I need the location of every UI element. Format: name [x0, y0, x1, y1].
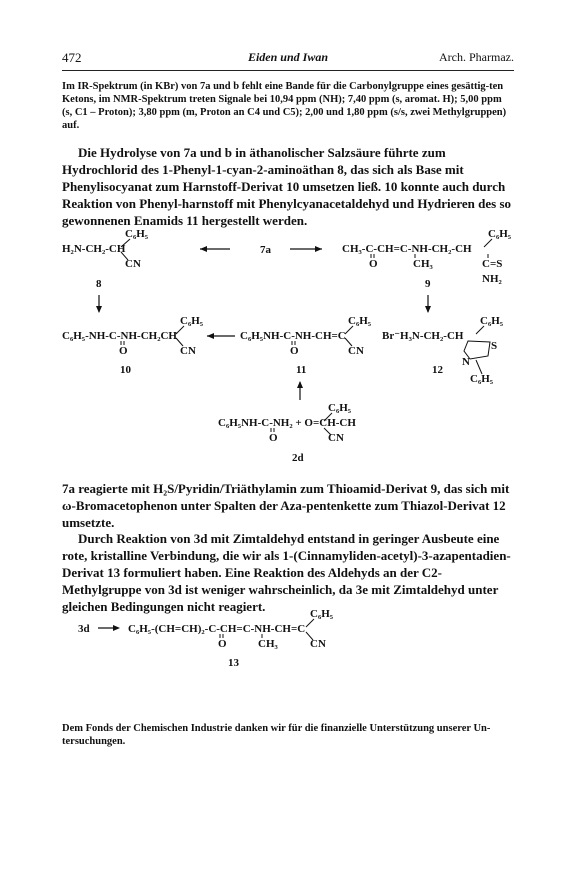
compound-10-formula: C₆H₅-NH-C-NH-CH₂CH [62, 330, 177, 342]
ir-nmr-note: Im IR-Spektrum (in KBr) von 7a und b fehlt eine Bande für die Carbonylgruppe eines gesättig-ten Ketons, im NMR-Spektrum treten Signale bei 10,94 ppm (NH); 7,40 ppm (s, aromat. H); 5,00 ppm (s, C1 – Proton); 3,80 ppm (m, Proton an C4 und C5); 2,00 und 1,80 ppm (s/s, zwei Methylgruppen) auf. [62, 81, 507, 131]
arrow-7a-to-8-head [200, 246, 207, 252]
compound-13-formula: C₆H₅-(CH=CH)₂-C-CH=C-NH-CH=C [128, 623, 306, 635]
arrow-11-to-10-head [207, 333, 214, 339]
page-number: 472 [62, 50, 82, 65]
arrow-2d-to-11-head [297, 381, 303, 388]
arrow-3d-to-13 [98, 625, 120, 631]
compound-9-carbonyl-o: O [369, 258, 378, 270]
compound-8-formula: H₂N-CH₂-CH [62, 243, 126, 255]
compound-2d-carbonyl-o: O [269, 432, 278, 444]
compound-9-amine: NH₂ [482, 273, 502, 285]
compound-13-carbonyl-o: O [218, 638, 227, 650]
acknowledgement-footnote: Dem Fonds der Chemischen Industrie danken wir für die finanzielle Unterstützung unserer Un-tersuchungen. [62, 723, 491, 747]
compound-11-formula: C₆H₅NH-C-NH-CH=C [240, 330, 346, 342]
paragraph-thioamide: 7a reagierte mit H₂S/Pyridin/Triäthylamin zum Thioamid-Derivat 9, das sich mit ω-Bromacetophenon unter Spalten der Aza-pentenkette zum Thiazol-Derivat 12 umsetzte. [62, 481, 510, 530]
page-header [62, 50, 514, 68]
compound-10-label: 10 [120, 364, 131, 376]
reaction-scheme-2 [0, 605, 576, 685]
compound-12-sulfur: S [491, 340, 498, 352]
compound-11-carbonyl-o: O [290, 345, 299, 357]
compound-11-label: 11 [296, 364, 307, 376]
compound-12-formula: Br⁻H₃N-CH₂-CH [382, 330, 464, 342]
compound-11-substituent: C₆H₅ [348, 315, 372, 327]
compound-11-cn: CN [348, 345, 364, 357]
compound-13-methyl: CH₃ [258, 638, 278, 650]
paragraph-hydrolysis [62, 144, 514, 229]
compound-8-substituent: C₆H₅ [125, 228, 149, 240]
compound-2d-cn: CN [328, 432, 344, 444]
compound-9-formula: CH₃-C-CH=C-NH-CH₂-CH [342, 243, 472, 255]
compound-13-label: 13 [228, 657, 239, 669]
compound-8-label: 8 [96, 278, 102, 290]
compound-10-carbonyl-o: O [119, 345, 128, 357]
compound-12-label: 12 [432, 364, 443, 376]
compound-12-phenyl: C₆H₅ [470, 373, 494, 385]
arrow-9-to-12-head [425, 306, 431, 313]
compound-9-thioamide: C=S [482, 258, 503, 270]
journal-name: Arch. Pharmaz. [439, 50, 514, 64]
compound-13-cn: CN [310, 638, 326, 650]
compound-9-methyl: CH₃ [413, 258, 433, 270]
compound-12-nitrogen: N [462, 356, 470, 368]
compound-3d-label: 3d [78, 623, 90, 635]
arrow-8-to-10-head [96, 306, 102, 313]
compound-9-substituent: C₆H₅ [488, 228, 512, 240]
paragraph-hydrolysis-text: Die Hydrolyse von 7a und b in äthanolischer Salzsäure führte zum Hydrochlorid des 1-Phenyl-1-cyan-2-aminoäthan 8, das sich als Base mit Phenylisocyanat zum Harnstoff-Derivat 10 umsetzen ließ. 10 konnte auch durch Reaktion von Phenyl-harnstoff mit Phenylcyanacetaldehyd und Hydrieren des so gewonnenen Enamids 11 hergestellt werden. [62, 145, 512, 228]
compound-10-substituent: C₆H₅ [180, 315, 204, 327]
reaction-scheme-1 [0, 225, 576, 475]
arrow-7a-to-9-head [315, 246, 322, 252]
compound-2d-label: 2d [292, 452, 304, 464]
compound-10-cn: CN [180, 345, 196, 357]
compound-8-cn: CN [125, 258, 141, 270]
paragraph-cinnamyl-text: Durch Reaktion von 3d mit Zimtaldehyd entstand in geringer Ausbeute eine rote, kristalline Verbindung, die wir als 1-(Cinnamyliden-acetyl)-3-azapentadien-Derivat 13 formuliert haben. Eine Reaktion des Aldehyds an der C2-Methylgruppe von 3d ist weniger wahrscheinlich, da 3e mit Zimtaldehyd unter gleichen Bedingungen nicht reagiert. [62, 531, 511, 614]
compound-7a-label: 7a [260, 244, 271, 256]
compound-2d-substituent: C₆H₅ [328, 402, 352, 414]
header-rule [62, 70, 514, 71]
compound-12-substituent: C₆H₅ [480, 315, 504, 327]
running-title: Eiden und Iwan [247, 50, 329, 64]
compound-2d-formula: C₆H₅NH-C-NH₂ + O=CH-CH [218, 417, 356, 429]
compound-13-substituent: C₆H₅ [310, 608, 334, 620]
compound-9-label: 9 [425, 278, 431, 290]
paragraph-cinnamyl [62, 530, 514, 615]
